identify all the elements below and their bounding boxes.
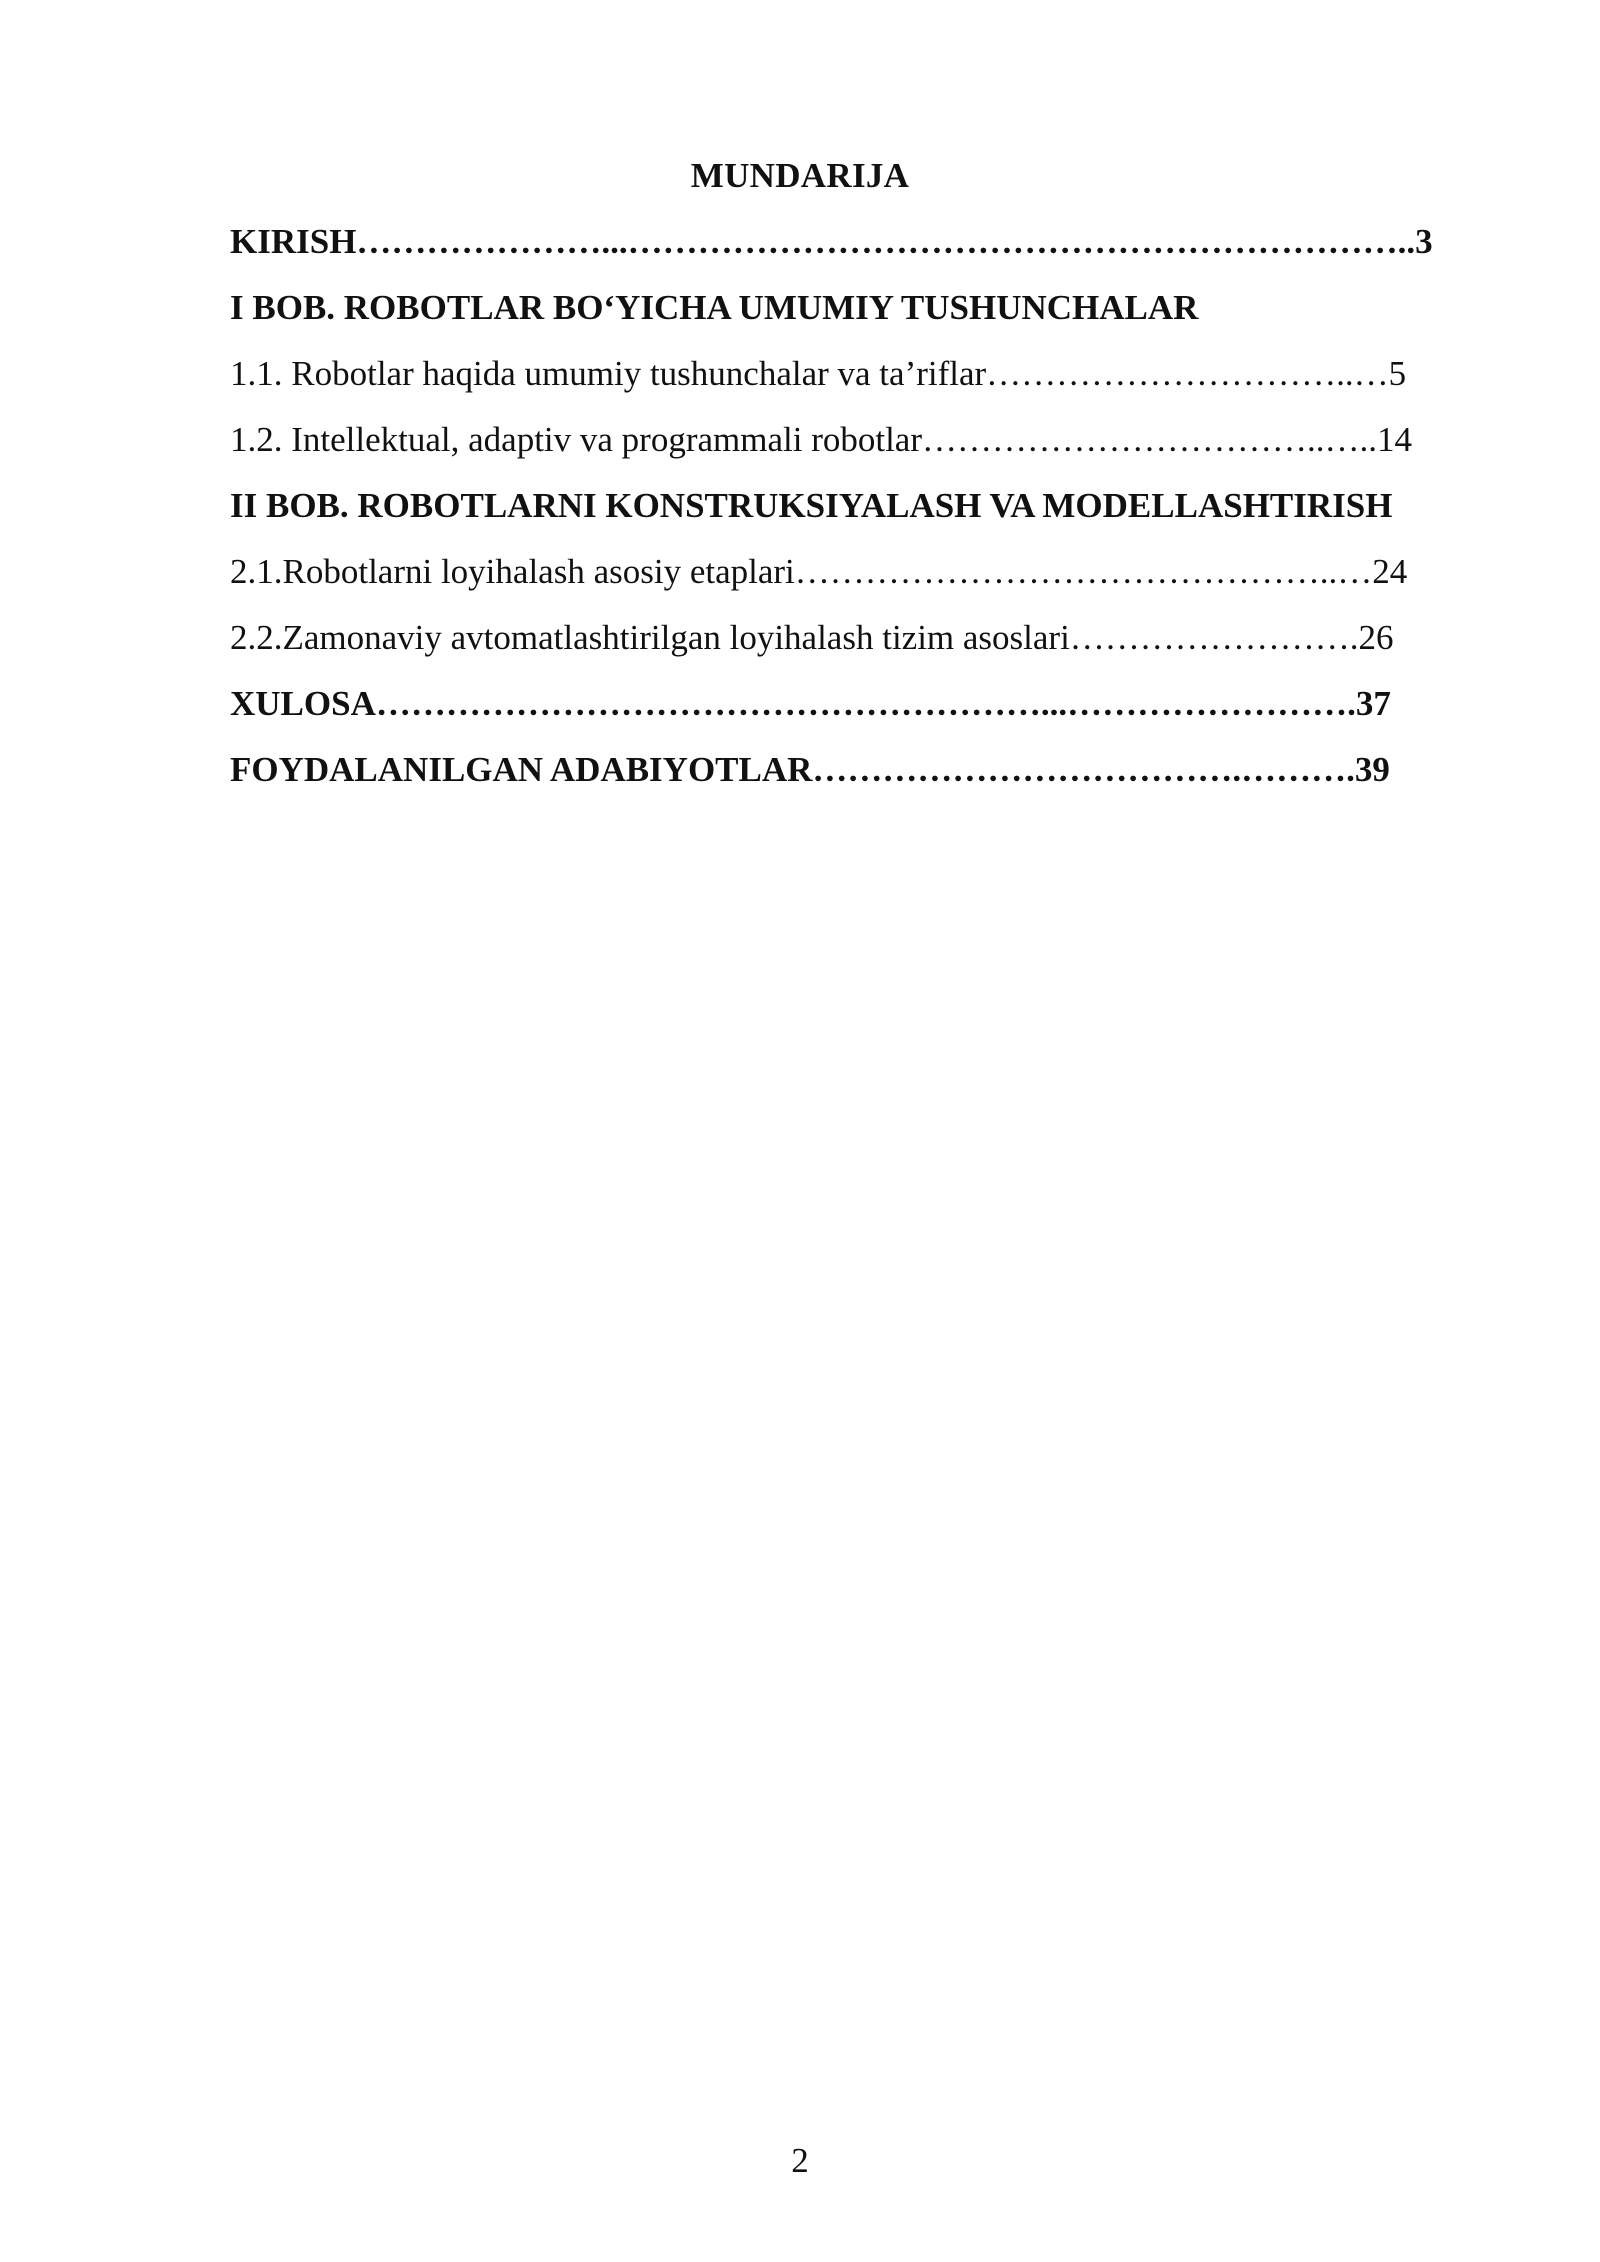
toc-entry-section-2-1: 2.1.Robotlarni loyihalash asosiy etaplari………………………………………..…24 [230,552,1408,591]
toc-entry-adabiyotlar: FOYDALANILGAN ADABIYOTLAR……………………………….……….39 [230,750,1390,789]
toc-entry-section-1-1: 1.1. Robotlar haqida umumiy tushunchalar va ta’riflar…………………………..…5 [230,354,1407,393]
toc-entry-section-1-2: 1.2. Intellektual, adaptiv va programmali robotlar……………………………..…..14 [230,420,1413,459]
page-number: 2 [791,2141,809,2180]
toc-entry-section-2-2: 2.2.Zamonaviy avtomatlashtirilgan loyihalash tizim asoslari…………………….26 [230,618,1394,657]
toc-title: MUNDARIJA [690,156,910,195]
toc-entry-chapter-2: II BOB. ROBOTLARNI KONSTRUKSIYALASH VA MODELLASHTIRISH [230,486,1393,525]
toc-entry-chapter-1: I BOB. ROBOTLAR BO‘YICHA UMUMIY TUSHUNCHALAR [230,288,1199,327]
toc-entry-xulosa: XULOSA…………………………………………………...…………………….37 [230,684,1391,723]
toc-entry-kirish: KIRISH…………………...…………………………………………………………..3 [230,222,1433,261]
